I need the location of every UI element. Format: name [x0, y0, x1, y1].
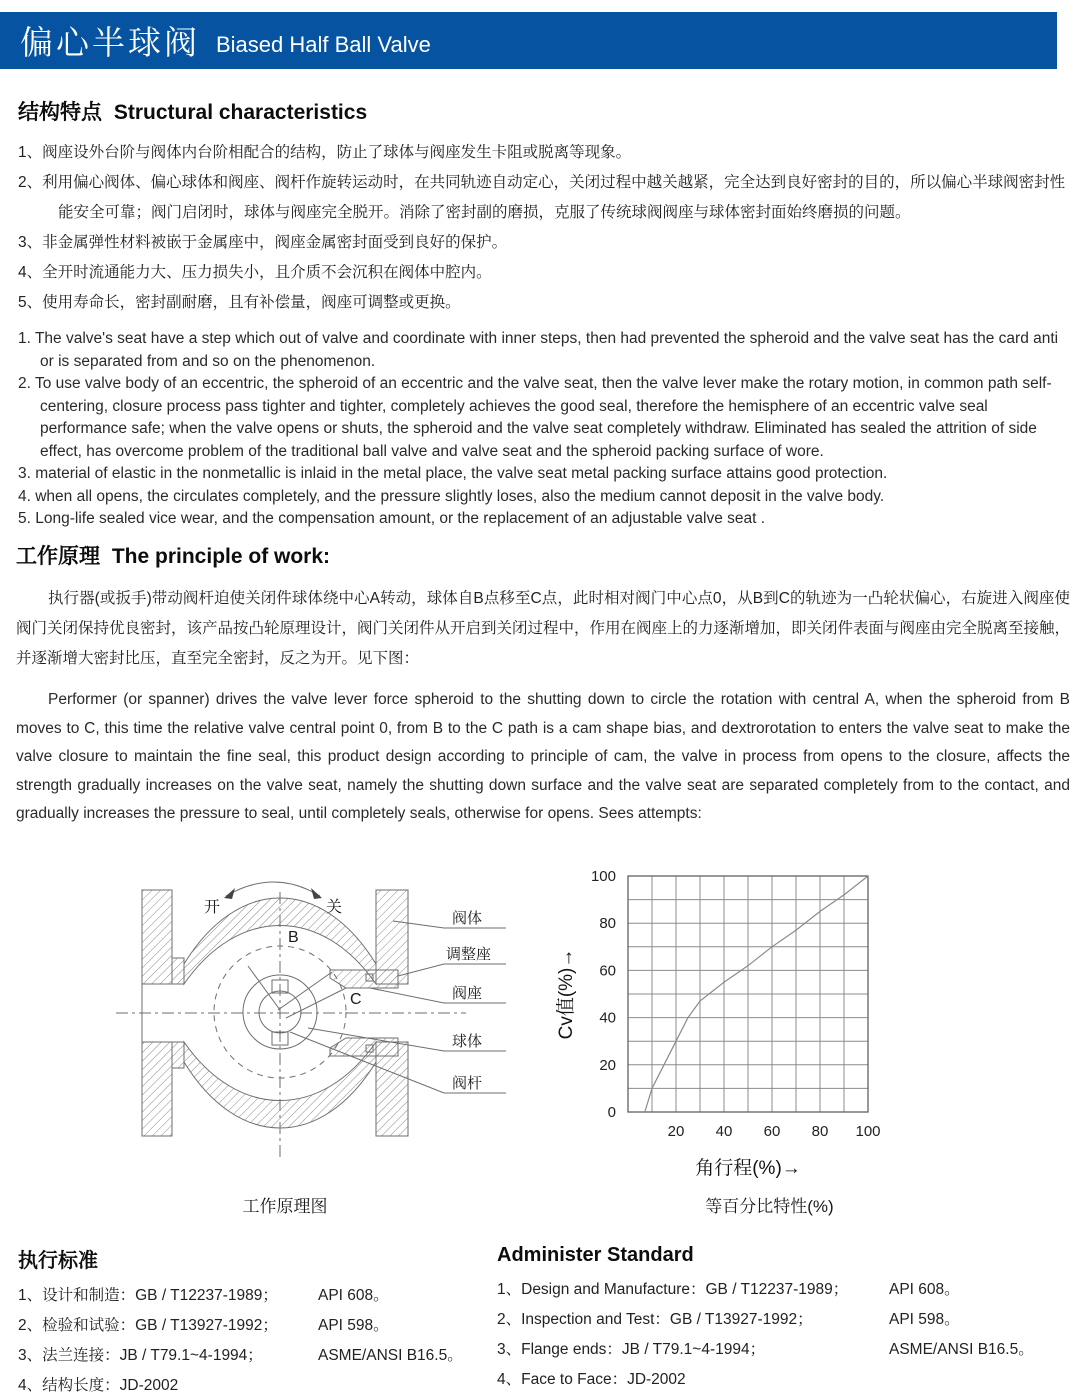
standard-row: [18, 1311, 488, 1341]
structural-en-list: [18, 328, 1070, 531]
callout-valve-stem: 阀杆: [452, 1075, 483, 1092]
list-item: 1. The valve's seat have a step which out of valve and coordinate with inner steps, then had prevented the spheroid and the valve seat has the card anti or is separated from and so on the phenomenon.: [18, 330, 1059, 370]
y-tick-label: 60: [599, 962, 616, 980]
principle-section: [16, 540, 1070, 829]
standard-row: [18, 1371, 488, 1393]
standard-ref: ASME/ANSI B16.5。: [318, 1347, 463, 1364]
x-tick-label: 80: [811, 1123, 829, 1140]
standard-ref: API 598。: [889, 1311, 960, 1328]
list-item: 5、使用寿命长，密封副耐磨，且有补偿量，阀座可调整或更换。: [18, 294, 461, 311]
list-item: 2、利用偏心阀体、偏心球体和阀座、阀杆作旋转运动时，在共同轨迹自动定心，关闭过程中越关越紧，完全达到良好密封的目的，所以偏心半球阀密封性能安全可靠；阀门启闭时，球体与阀座完全脱开。消除了密封副的磨损，克服了传统球阀阀座与球体密封面始终磨损的问题。: [18, 174, 1066, 221]
y-axis-label: Cv值(%)→: [556, 948, 577, 1040]
structural-heading-cn: 结构特点: [18, 101, 102, 124]
arrowhead-right: [311, 888, 322, 899]
y-tick-label: 80: [599, 915, 616, 933]
y-tick-label: 0: [607, 1104, 616, 1121]
standards-heading-cn: 执行标准: [18, 1250, 98, 1272]
standard-text: 3、法兰连接：JB / T79.1~4-1994；: [18, 1347, 263, 1364]
list-item: 3、非金属弹性材料被嵌于金属座中，阀座金属密封面受到良好的保护。: [18, 234, 508, 251]
valve-figure-caption: 工作原理图: [242, 1197, 328, 1216]
standards-heading-en: Administer Standard: [497, 1244, 694, 1266]
page-header: [0, 12, 1057, 69]
x-axis-label: 角行程(%)→: [695, 1158, 801, 1179]
standard-ref: API 608。: [889, 1281, 960, 1298]
standard-text: 2、Inspection and Test：GB / T13927-1992；: [497, 1311, 813, 1328]
standards-en-column: [497, 1244, 1070, 1393]
valve-diagram: [108, 866, 508, 1171]
page-title-cn: 偏心半球阀: [20, 24, 200, 61]
figures-row: [0, 858, 1084, 1258]
standard-text: 2、检验和试验：GB / T13927-1992；: [18, 1317, 278, 1334]
list-item: 4. when all opens, the circulates completely, and the pressure slightly loses, also the medium cannot deposit in the valve body.: [18, 487, 885, 505]
standard-row: [497, 1275, 1070, 1305]
standard-text: 4、Face to Face：JD-2002: [497, 1371, 686, 1388]
list-item: 4、全开时流通能力大、压力损失小，且介质不会沉积在阀体中腔内。: [18, 264, 492, 281]
y-tick-label: 40: [599, 1009, 616, 1027]
x-tick-label: 100: [855, 1123, 881, 1140]
standard-row: [18, 1281, 488, 1311]
standard-text: 1、Design and Manufacture：GB / T12237-1989；: [497, 1281, 849, 1298]
list-item: 2. To use valve body of an eccentric, the spheroid of an eccentric and the valve seat, then the valve lever make the rotary motion, in common path self-centering, closure process pass tighter and tighter, completely achieves the good seal, therefore the hemisphere of an eccentric valve seal performance safe; when the valve opens or shuts, the spheroid and the valve seat completely withdraw. Eliminated has sealed the attrition of side effect, has overcome problem of the traditional ball valve and valve seat and the spheroid packing surface of wore.: [18, 375, 1052, 460]
principle-heading: [16, 540, 1070, 570]
standard-text: 3、Flange ends：JB / T79.1~4-1994；: [497, 1341, 766, 1358]
structural-heading: [18, 96, 1070, 126]
open-label: 开: [204, 899, 221, 916]
callout-adjusting-seat: 调整座: [446, 946, 492, 963]
x-tick-label: 40: [715, 1123, 733, 1140]
open-close-arrow: [224, 882, 322, 899]
y-tick-label: 100: [590, 868, 616, 885]
list-item: 3. material of elastic in the nonmetallic is inlaid in the metal place, the valve seat metal packing surface attains good protection.: [18, 465, 888, 482]
principle-paragraph-en: Performer (or spanner) drives the valve lever force spheroid to the shutting down to circle the rotation with central A, when the spheroid from B moves to C, this time the relative valve central point 0, from B to the C path is a cam shape bias, and dextrorotation to enters the valve seat to make the valve closure to maintain the fine seal, this product design according to principle of cam, the valve in process from opens to the closure, affects the strength gradually increases on the valve seat, namely the shutting down surface and the valve seat are separated completely from to the contact, and gradually increases the pressure to seal, until completely seals, otherwise for opens. Sees attempts:: [16, 691, 1070, 822]
y-tick-label: 20: [599, 1056, 616, 1074]
standard-row: [497, 1335, 1070, 1365]
standards-cn-column: [18, 1244, 488, 1393]
point-c-label: C: [350, 991, 362, 1008]
standard-row: [18, 1341, 488, 1371]
list-item: 5. Long-life sealed vice wear, and the compensation amount, or the replacement of an adjustable valve seat .: [18, 510, 766, 527]
standard-text: 1、设计和制造：GB / T12237-1989；: [18, 1287, 278, 1304]
page-title-en: Biased Half Ball Valve: [216, 31, 431, 57]
point-b-label: B: [288, 929, 299, 946]
valve-diagram-svg: [108, 866, 508, 1166]
arrowhead-left: [224, 888, 235, 899]
callout-valve-seat: 阀座: [452, 985, 483, 1002]
structural-section: [18, 96, 1070, 531]
standard-text: 4、结构长度：JD-2002: [18, 1377, 179, 1393]
chart-caption: 等百分比特性(%): [705, 1197, 834, 1216]
standard-row: [497, 1365, 1070, 1393]
list-item: 1、阀座设外台阶与阀体内台阶相配合的结构，防止了球体与阀座发生卡阻或脱离等现象。: [18, 144, 632, 161]
close-label: 关: [326, 899, 343, 916]
principle-heading-en: The principle of work:: [111, 545, 331, 568]
standard-ref: API 608。: [318, 1287, 389, 1304]
cv-chart: [548, 862, 908, 1187]
principle-paragraph-cn: 执行器(或扳手)带动阀杆迫使关闭件球体绕中心A转动，球体自B点移至C点，此时相对阀门中心点0，从B到C的轨迹为一凸轮状偏心，右旋进入阀座使阀门关闭保持优良密封，该产品按凸轮原理设计，阀门关闭件从开启到关闭过程中，作用在阀座上的力逐渐增加，即关闭件表面与阀座由完全脱离至接触，并逐渐增大密封比压，直至完全密封，反之为开。见下图：: [16, 590, 1071, 667]
cv-chart-svg: [548, 862, 908, 1182]
callout-spheroid: 球体: [452, 1033, 483, 1050]
standard-ref: API 598。: [318, 1317, 389, 1334]
standard-row: [497, 1305, 1070, 1335]
x-tick-label: 60: [763, 1123, 781, 1140]
standard-ref: ASME/ANSI B16.5。: [889, 1341, 1034, 1358]
principle-heading-cn: 工作原理: [16, 545, 100, 568]
x-tick-label: 20: [667, 1123, 685, 1140]
callout-valve-body: 阀体: [452, 910, 483, 927]
structural-cn-list: [18, 138, 1070, 318]
structural-heading-en: Structural characteristics: [113, 101, 368, 124]
